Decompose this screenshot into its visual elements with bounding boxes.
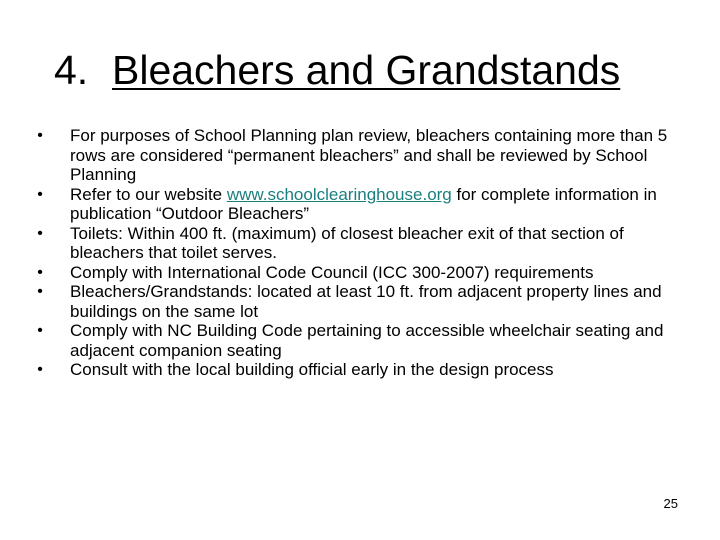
bullet-text-before-link: Refer to our website <box>70 184 227 204</box>
title-text: Bleachers and Grandstands <box>112 47 621 93</box>
schoolclearinghouse-link[interactable]: www.schoolclearinghouse.org <box>226 184 452 204</box>
bullet-item-website-reference <box>30 185 680 224</box>
page-number: 25 <box>663 496 678 511</box>
bullet-text: Comply with International Code Council (ICC 300-2007) requirements <box>70 262 594 282</box>
bullet-item-accessible-seating <box>30 321 680 360</box>
bullet-dot-icon: • <box>37 263 43 281</box>
bullet-item-setback <box>30 282 680 321</box>
slide-title <box>40 44 690 96</box>
bullet-text: Comply with NC Building Code pertaining to accessible wheelchair seating and adjacent companion seating <box>70 321 664 360</box>
bullet-dot-icon: • <box>37 283 43 300</box>
title-number: 4. <box>54 47 89 93</box>
bullet-dot-icon: • <box>37 185 43 203</box>
bullet-text: Bleachers/Grandstands: located at least 10 ft. from adjacent property lines and buildings on the same lot <box>70 282 662 321</box>
bullet-dot-icon: • <box>37 322 43 339</box>
bullet-item-consult-official <box>30 360 680 380</box>
bullet-item-toilets <box>30 224 680 263</box>
bullet-dot-icon: • <box>37 127 43 144</box>
bullet-list <box>30 126 680 380</box>
bullet-dot-icon: • <box>37 224 43 242</box>
bullet-item-permanent-bleachers <box>30 126 680 185</box>
bullet-dot-icon: • <box>37 361 43 378</box>
bullet-item-icc-requirements <box>30 263 680 283</box>
bullet-text: Consult with the local building official early in the design process <box>70 360 554 379</box>
bullet-text: Toilets: Within 400 ft. (maximum) of closest bleacher exit of that section of bleachers that toilet serves. <box>70 223 624 262</box>
bullet-text: For purposes of School Planning plan review, bleachers containing more than 5 rows are considered “permanent bleachers” and shall be reviewed by School Planning <box>70 126 668 184</box>
bullet-text-after-link: for complete information in publication “Outdoor Bleachers” <box>70 184 657 223</box>
